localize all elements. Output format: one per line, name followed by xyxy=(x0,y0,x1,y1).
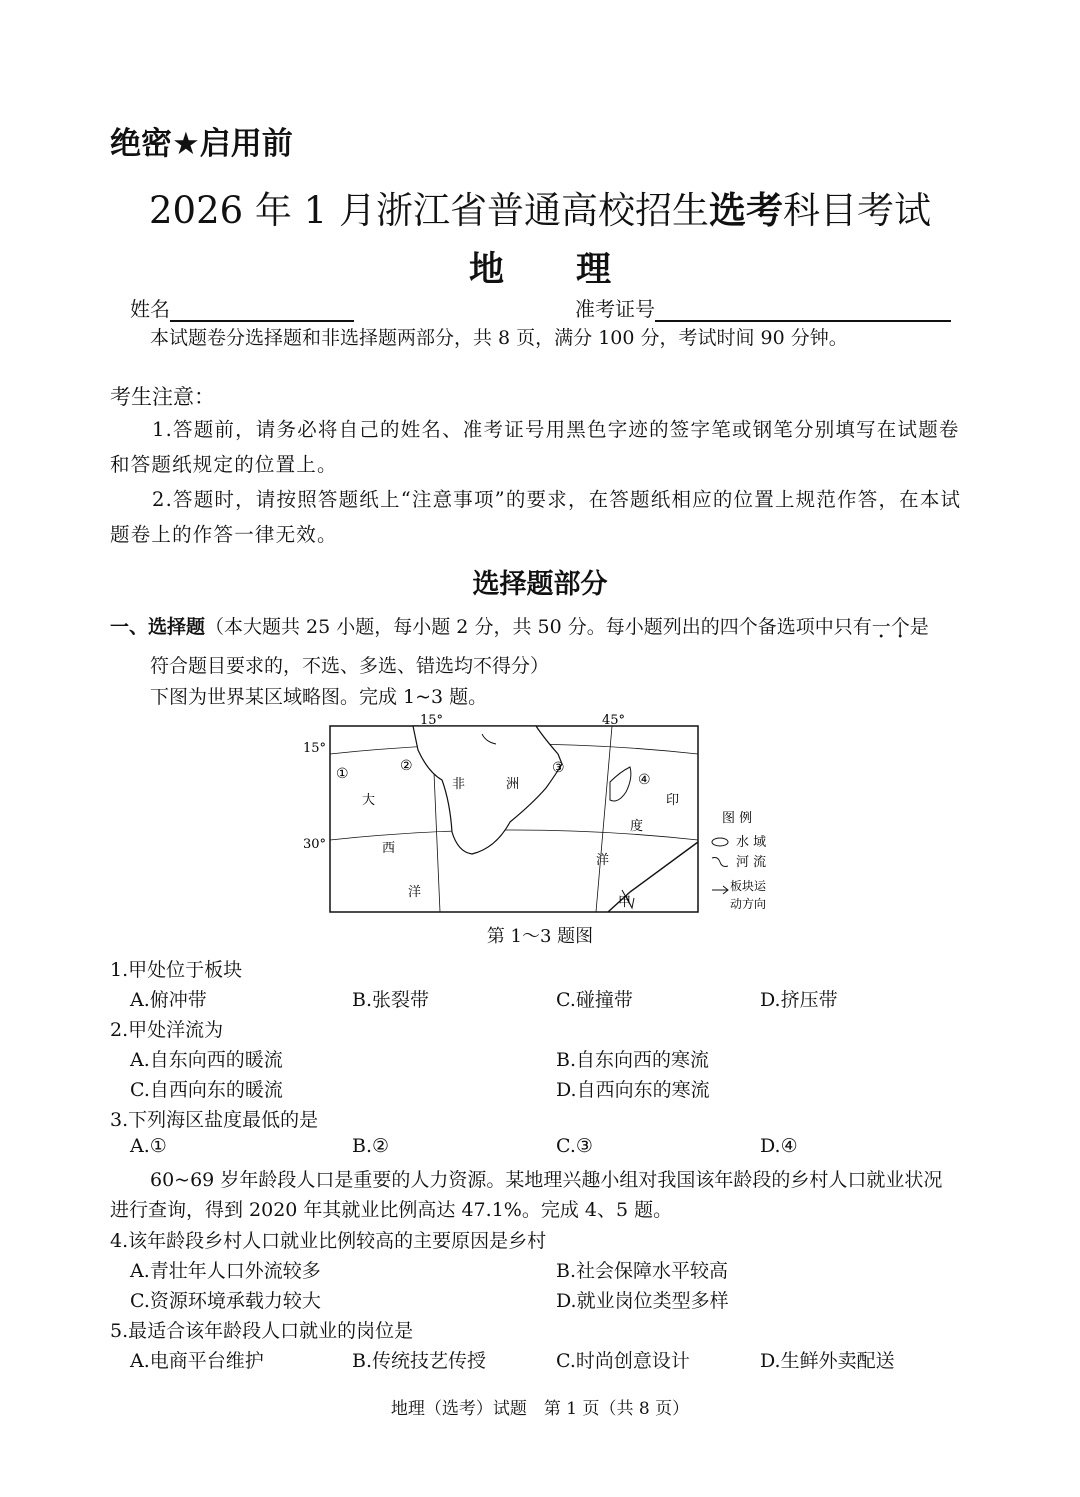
q5-option-a[interactable]: A.电商平台维护 xyxy=(130,1350,264,1372)
madagascar xyxy=(610,767,631,801)
legend-water-icon xyxy=(712,838,728,846)
q2-option-c[interactable]: C.自西向东的暖流 xyxy=(130,1079,283,1101)
passage-line-2: 进行查询，得到 2020 年其就业比例高达 47.1%。完成 4、5 题。 xyxy=(110,1199,673,1221)
lat-label-30: 30° xyxy=(303,837,327,852)
map-caption: 第 1～3 题图 xyxy=(486,926,594,947)
legend-title: 图 例 xyxy=(722,811,753,826)
map-intro: 下图为世界某区域略图。完成 1~3 题。 xyxy=(150,686,488,708)
label-yin: 印 xyxy=(666,793,680,808)
part1-label: 一、选择题 xyxy=(110,616,206,638)
africa-region-map xyxy=(300,712,790,922)
q2-option-d[interactable]: D.自西向东的寒流 xyxy=(556,1079,710,1101)
part1-desc-end: 是 xyxy=(909,616,929,638)
q3-stem: 3.下列海区盐度最低的是 xyxy=(110,1109,319,1131)
lon-label-45: 45° xyxy=(602,713,626,728)
label-du: 度 xyxy=(630,819,644,834)
q1-option-a[interactable]: A.俯冲带 xyxy=(130,989,207,1011)
q5-option-d[interactable]: D.生鲜外卖配送 xyxy=(760,1350,895,1372)
section-title: 选择题部分 xyxy=(472,569,608,600)
point-2: ② xyxy=(400,758,413,774)
part1-header xyxy=(110,612,929,639)
notice-item-2: 2.答题时，请按照答题纸上“注意事项”的要求，在答题纸相应的位置上规范作答，在本试题卷上的作答一律无效。 xyxy=(110,488,962,546)
label-xi: 西 xyxy=(382,841,396,856)
name-field[interactable] xyxy=(130,293,354,322)
q1-option-c[interactable]: C.碰撞带 xyxy=(556,989,633,1011)
exam-id-line[interactable] xyxy=(655,298,951,322)
point-3: ③ xyxy=(552,760,565,776)
point-1: ① xyxy=(336,766,349,782)
exam-id-field[interactable] xyxy=(575,293,951,322)
name-line[interactable] xyxy=(170,298,354,322)
label-da: 大 xyxy=(362,793,376,808)
q2-option-a[interactable]: A.自东向西的暖流 xyxy=(130,1049,283,1071)
q5-option-b[interactable]: B.传统技艺传授 xyxy=(352,1350,487,1372)
q3-option-c[interactable]: C.③ xyxy=(556,1135,593,1157)
q4-option-c[interactable]: C.资源环境承载力较大 xyxy=(130,1290,321,1312)
lat-label-15: 15° xyxy=(303,741,327,756)
label-zhou: 洲 xyxy=(506,777,520,792)
exam-title xyxy=(0,180,1080,234)
label-fei: 非 xyxy=(452,777,466,792)
title-suffix: 科目考试 xyxy=(783,189,931,232)
legend-river-icon xyxy=(712,858,728,867)
label-yang2: 洋 xyxy=(596,853,610,868)
name-label: 姓名 xyxy=(130,297,170,321)
longitude-45 xyxy=(596,726,612,912)
part1-desc-cont: 符合题目要求的，不选、多选、错选均不得分） xyxy=(150,655,550,677)
legend-plate-icon xyxy=(712,886,728,894)
q1-option-b[interactable]: B.张裂带 xyxy=(352,989,430,1011)
lon-label-15: 15° xyxy=(420,713,444,728)
q2-stem: 2.甲处洋流为 xyxy=(110,1019,224,1041)
notice-heading: 考生注意： xyxy=(110,385,215,409)
intro-text: 本试题卷分选择题和非选择题两部分，共 8 页，满分 100 分，考试时间 90 分钟。 xyxy=(150,327,848,349)
q4-option-b[interactable]: B.社会保障水平较高 xyxy=(556,1260,729,1282)
legend-water: 水 域 xyxy=(736,835,767,850)
label-jia: 甲 xyxy=(618,895,632,910)
q3-option-d[interactable]: D.④ xyxy=(760,1135,798,1157)
title-prefix: 2026 年 1 月浙江省普通高校招生 xyxy=(149,189,709,232)
point-4: ④ xyxy=(638,772,651,788)
q3-option-a[interactable]: A.① xyxy=(130,1135,167,1157)
legend-river: 河 流 xyxy=(736,855,767,870)
part1-desc: （本大题共 25 小题，每小题 2 分，共 50 分。每小题列出的四个备选项中只有 xyxy=(205,616,872,638)
legend-plate-2: 动方向 xyxy=(730,897,767,911)
exam-id-label: 准考证号 xyxy=(575,297,655,321)
q1-stem: 1.甲处位于板块 xyxy=(110,959,243,981)
legend-plate-1: 板块运 xyxy=(730,879,767,893)
africa-coast xyxy=(413,726,562,854)
q1-option-d[interactable]: D.挤压带 xyxy=(760,989,838,1011)
notice-item-1: 1.答题前，请务必将自己的姓名、准考证号用黑色字迹的签字笔或钢笔分别填写在试题卷和答题纸规定的位置上。 xyxy=(110,418,960,476)
confidential-mark: 绝密★启用前 xyxy=(110,126,293,162)
label-yang1: 洋 xyxy=(408,885,422,900)
page-footer: 地理（选考）试题 第 1 页（共 8 页） xyxy=(390,1399,690,1419)
emphasis-2: 个 xyxy=(890,616,910,638)
q4-option-d[interactable]: D.就业岗位类型多样 xyxy=(556,1290,729,1312)
q3-option-b[interactable]: B.② xyxy=(352,1135,390,1157)
title-bold: 选考 xyxy=(709,189,783,232)
q4-stem: 4.该年龄段乡村人口就业比例较高的主要原因是乡村 xyxy=(110,1230,547,1252)
q5-stem: 5.最适合该年龄段人口就业的岗位是 xyxy=(110,1320,414,1342)
q5-option-c[interactable]: C.时尚创意设计 xyxy=(556,1350,690,1372)
passage-line-1: 60~69 岁年龄段人口是重要的人力资源。某地理兴趣小组对我国该年龄段的乡村人口就业状况 xyxy=(150,1169,943,1191)
subject-title: 地理 xyxy=(468,250,683,290)
plate-boundary xyxy=(630,842,698,892)
q2-option-b[interactable]: B.自东向西的寒流 xyxy=(556,1049,710,1071)
q4-option-a[interactable]: A.青壮年人口外流较多 xyxy=(130,1260,321,1282)
emphasis-1: 一 xyxy=(871,616,891,638)
